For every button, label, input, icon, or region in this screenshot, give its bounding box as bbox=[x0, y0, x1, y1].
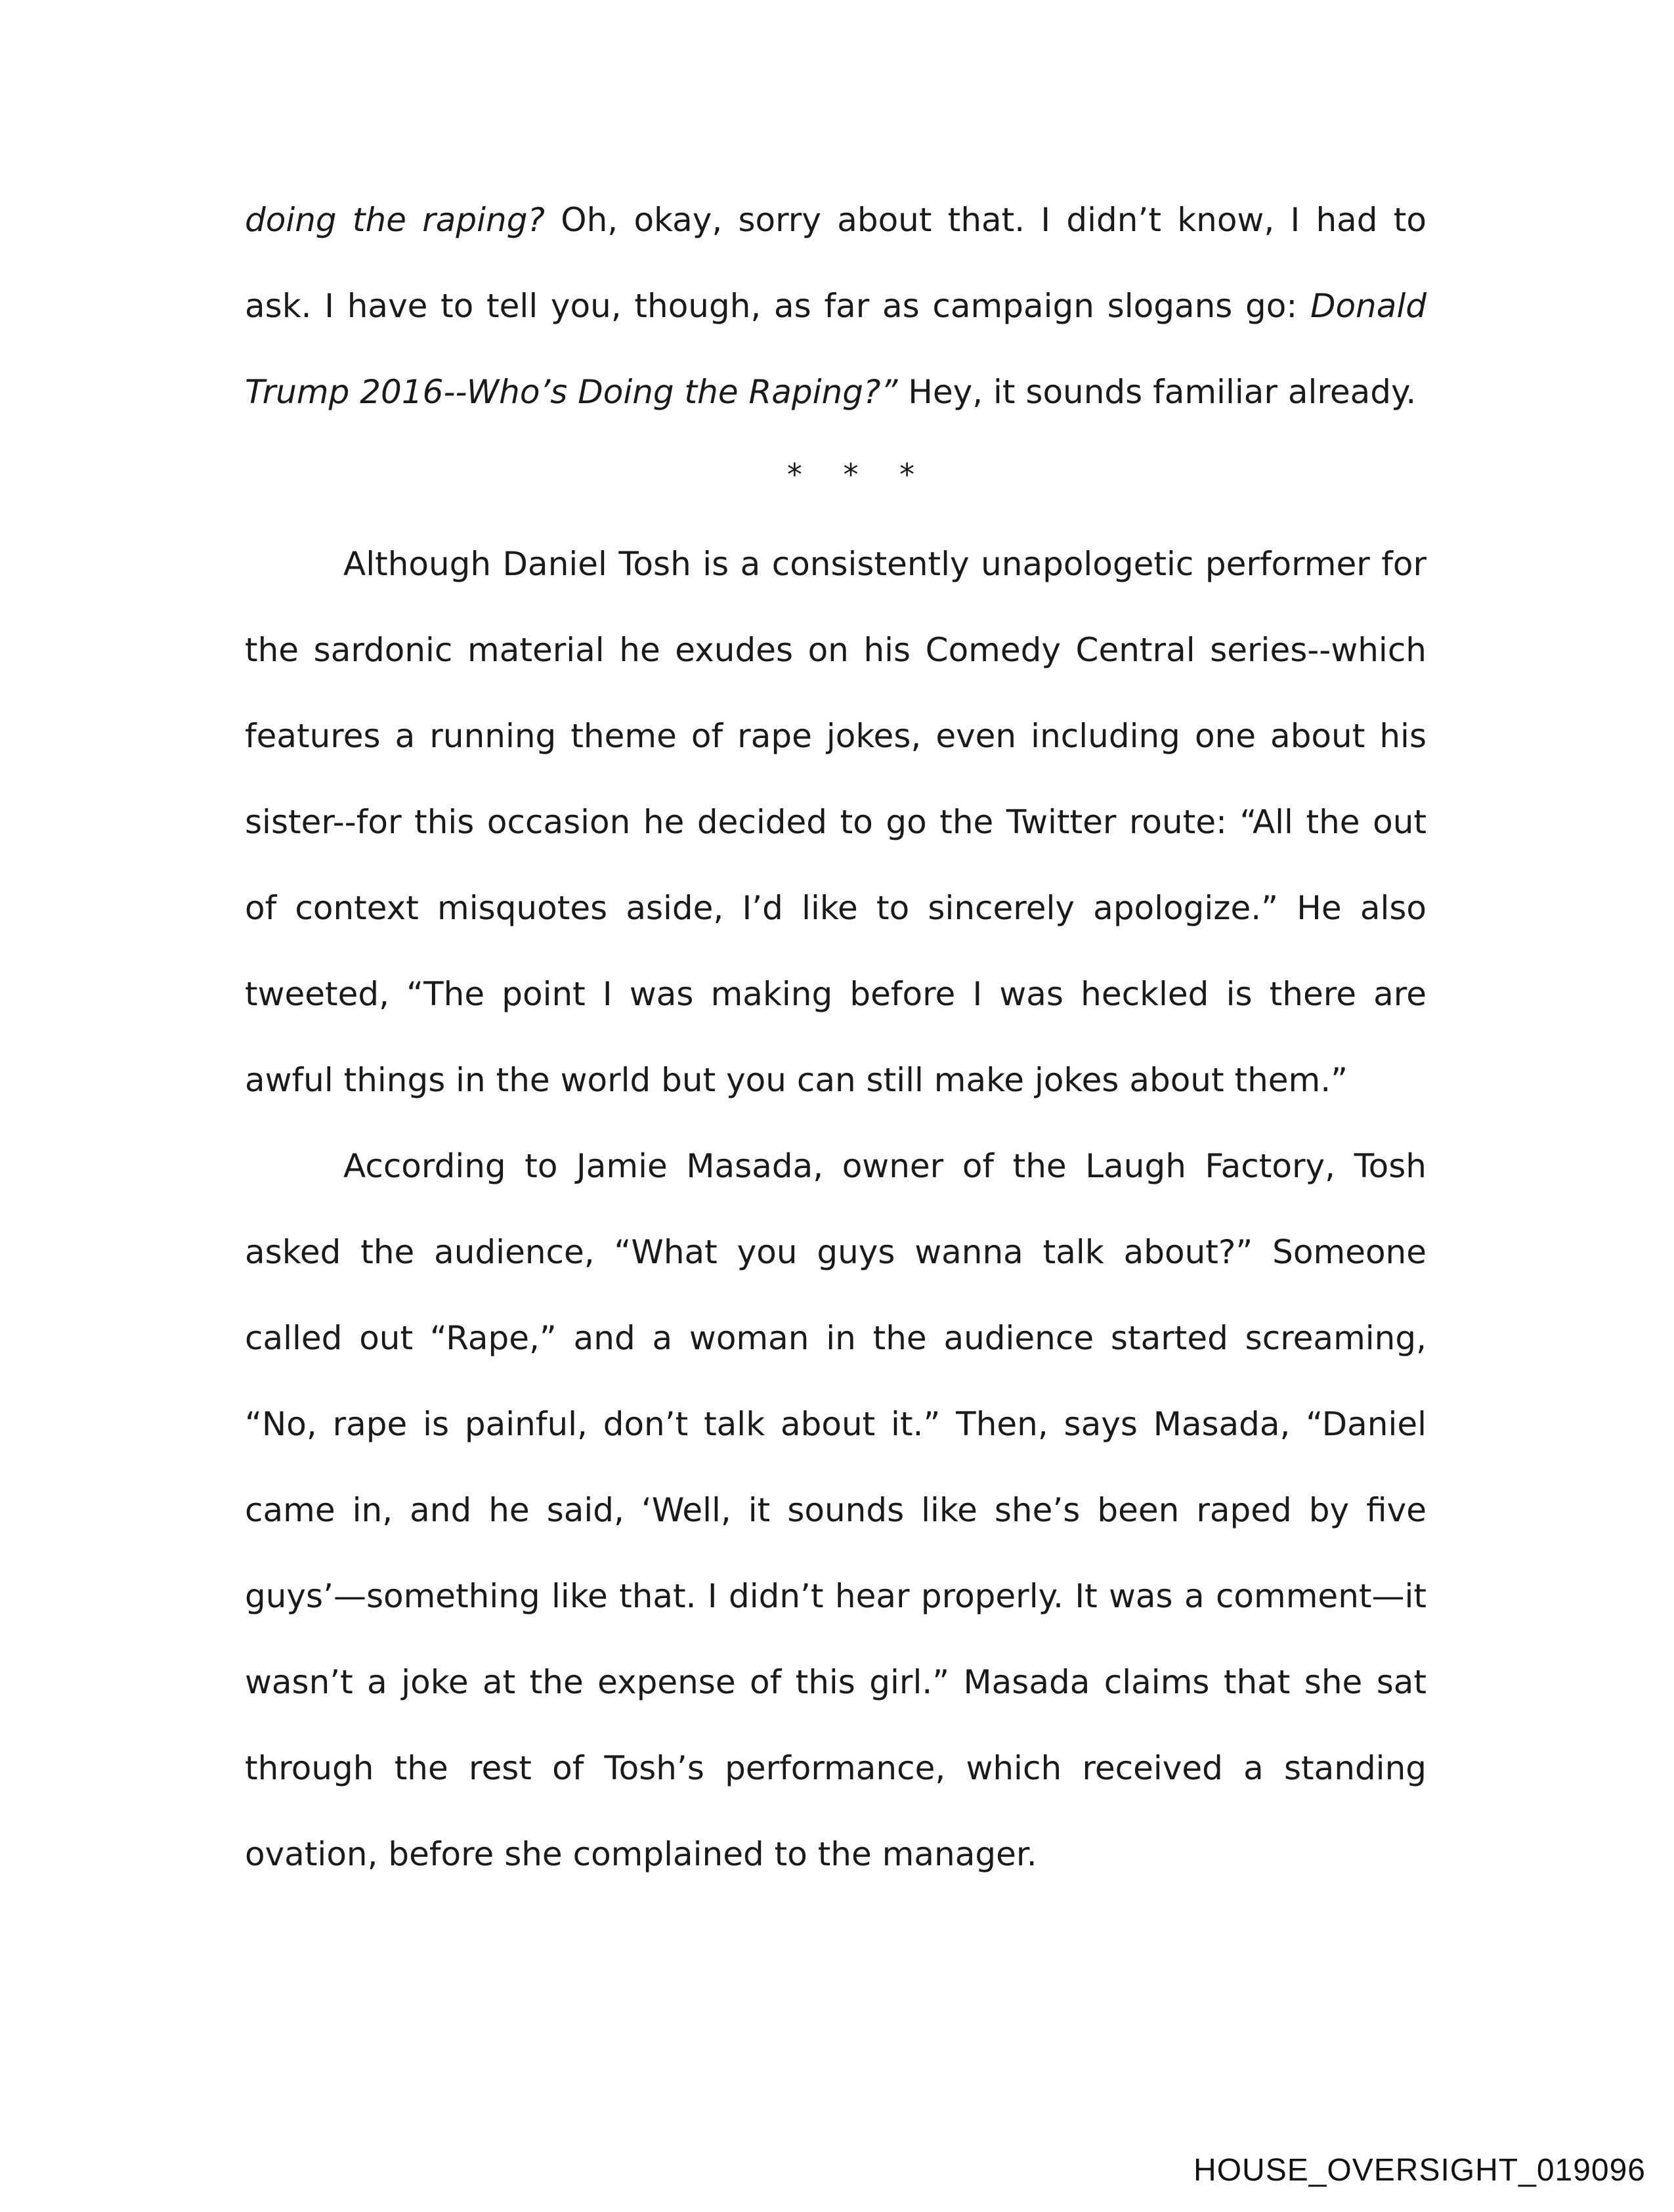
bates-number: HOUSE_OVERSIGHT_019096 bbox=[1193, 2153, 1646, 2188]
opening-text-1: Oh, okay, sorry about that. I didn’t know, I had to ask. I have to tell you, though, as far as campaign slogans go: bbox=[245, 201, 1427, 325]
opening-lead-italic: doing the raping? bbox=[245, 201, 545, 239]
campaign-slogan: Donald Trump 2016--Who’s Doing the Raping?” bbox=[245, 287, 1427, 411]
paragraph-masada-account: According to Jamie Masada, owner of the Laugh Factory, Tosh asked the audience, “What you guys wanna talk about?” Someone called out “Rape,” and a woman in the audience started screaming, “No, rape is painful, don’t talk about it.” Then, says Masada, “Daniel came in, and he said, ‘Well, it sounds like she’s been raped by five guys’—something like that. I didn’t hear properly. It was a comment—it wasn’t a joke at the expense of this girl.” Masada claims that she sat through the rest of Tosh’s performance, which received a standing ovation, before she complained to the manager. bbox=[245, 1147, 1427, 1873]
opening-text-2: Hey, it sounds familiar already. bbox=[897, 373, 1417, 411]
body-text bbox=[245, 177, 1427, 1898]
opening-paragraph bbox=[245, 177, 1427, 435]
section-separator: * * * bbox=[786, 457, 931, 492]
paragraph-tosh-apology: Although Daniel Tosh is a consistently unapologetic performer for the sardonic material he exudes on his Comedy Central series--which features a running theme of rape jokes, even including one about his sister--for this occasion he decided to go the Twitter route: “All the out of context misquotes aside, I’d like to sincerely apologize.” He also tweeted, “The point I was making before I was heckled is there are awful things in the world but you can still make jokes about them.” bbox=[245, 545, 1427, 1099]
